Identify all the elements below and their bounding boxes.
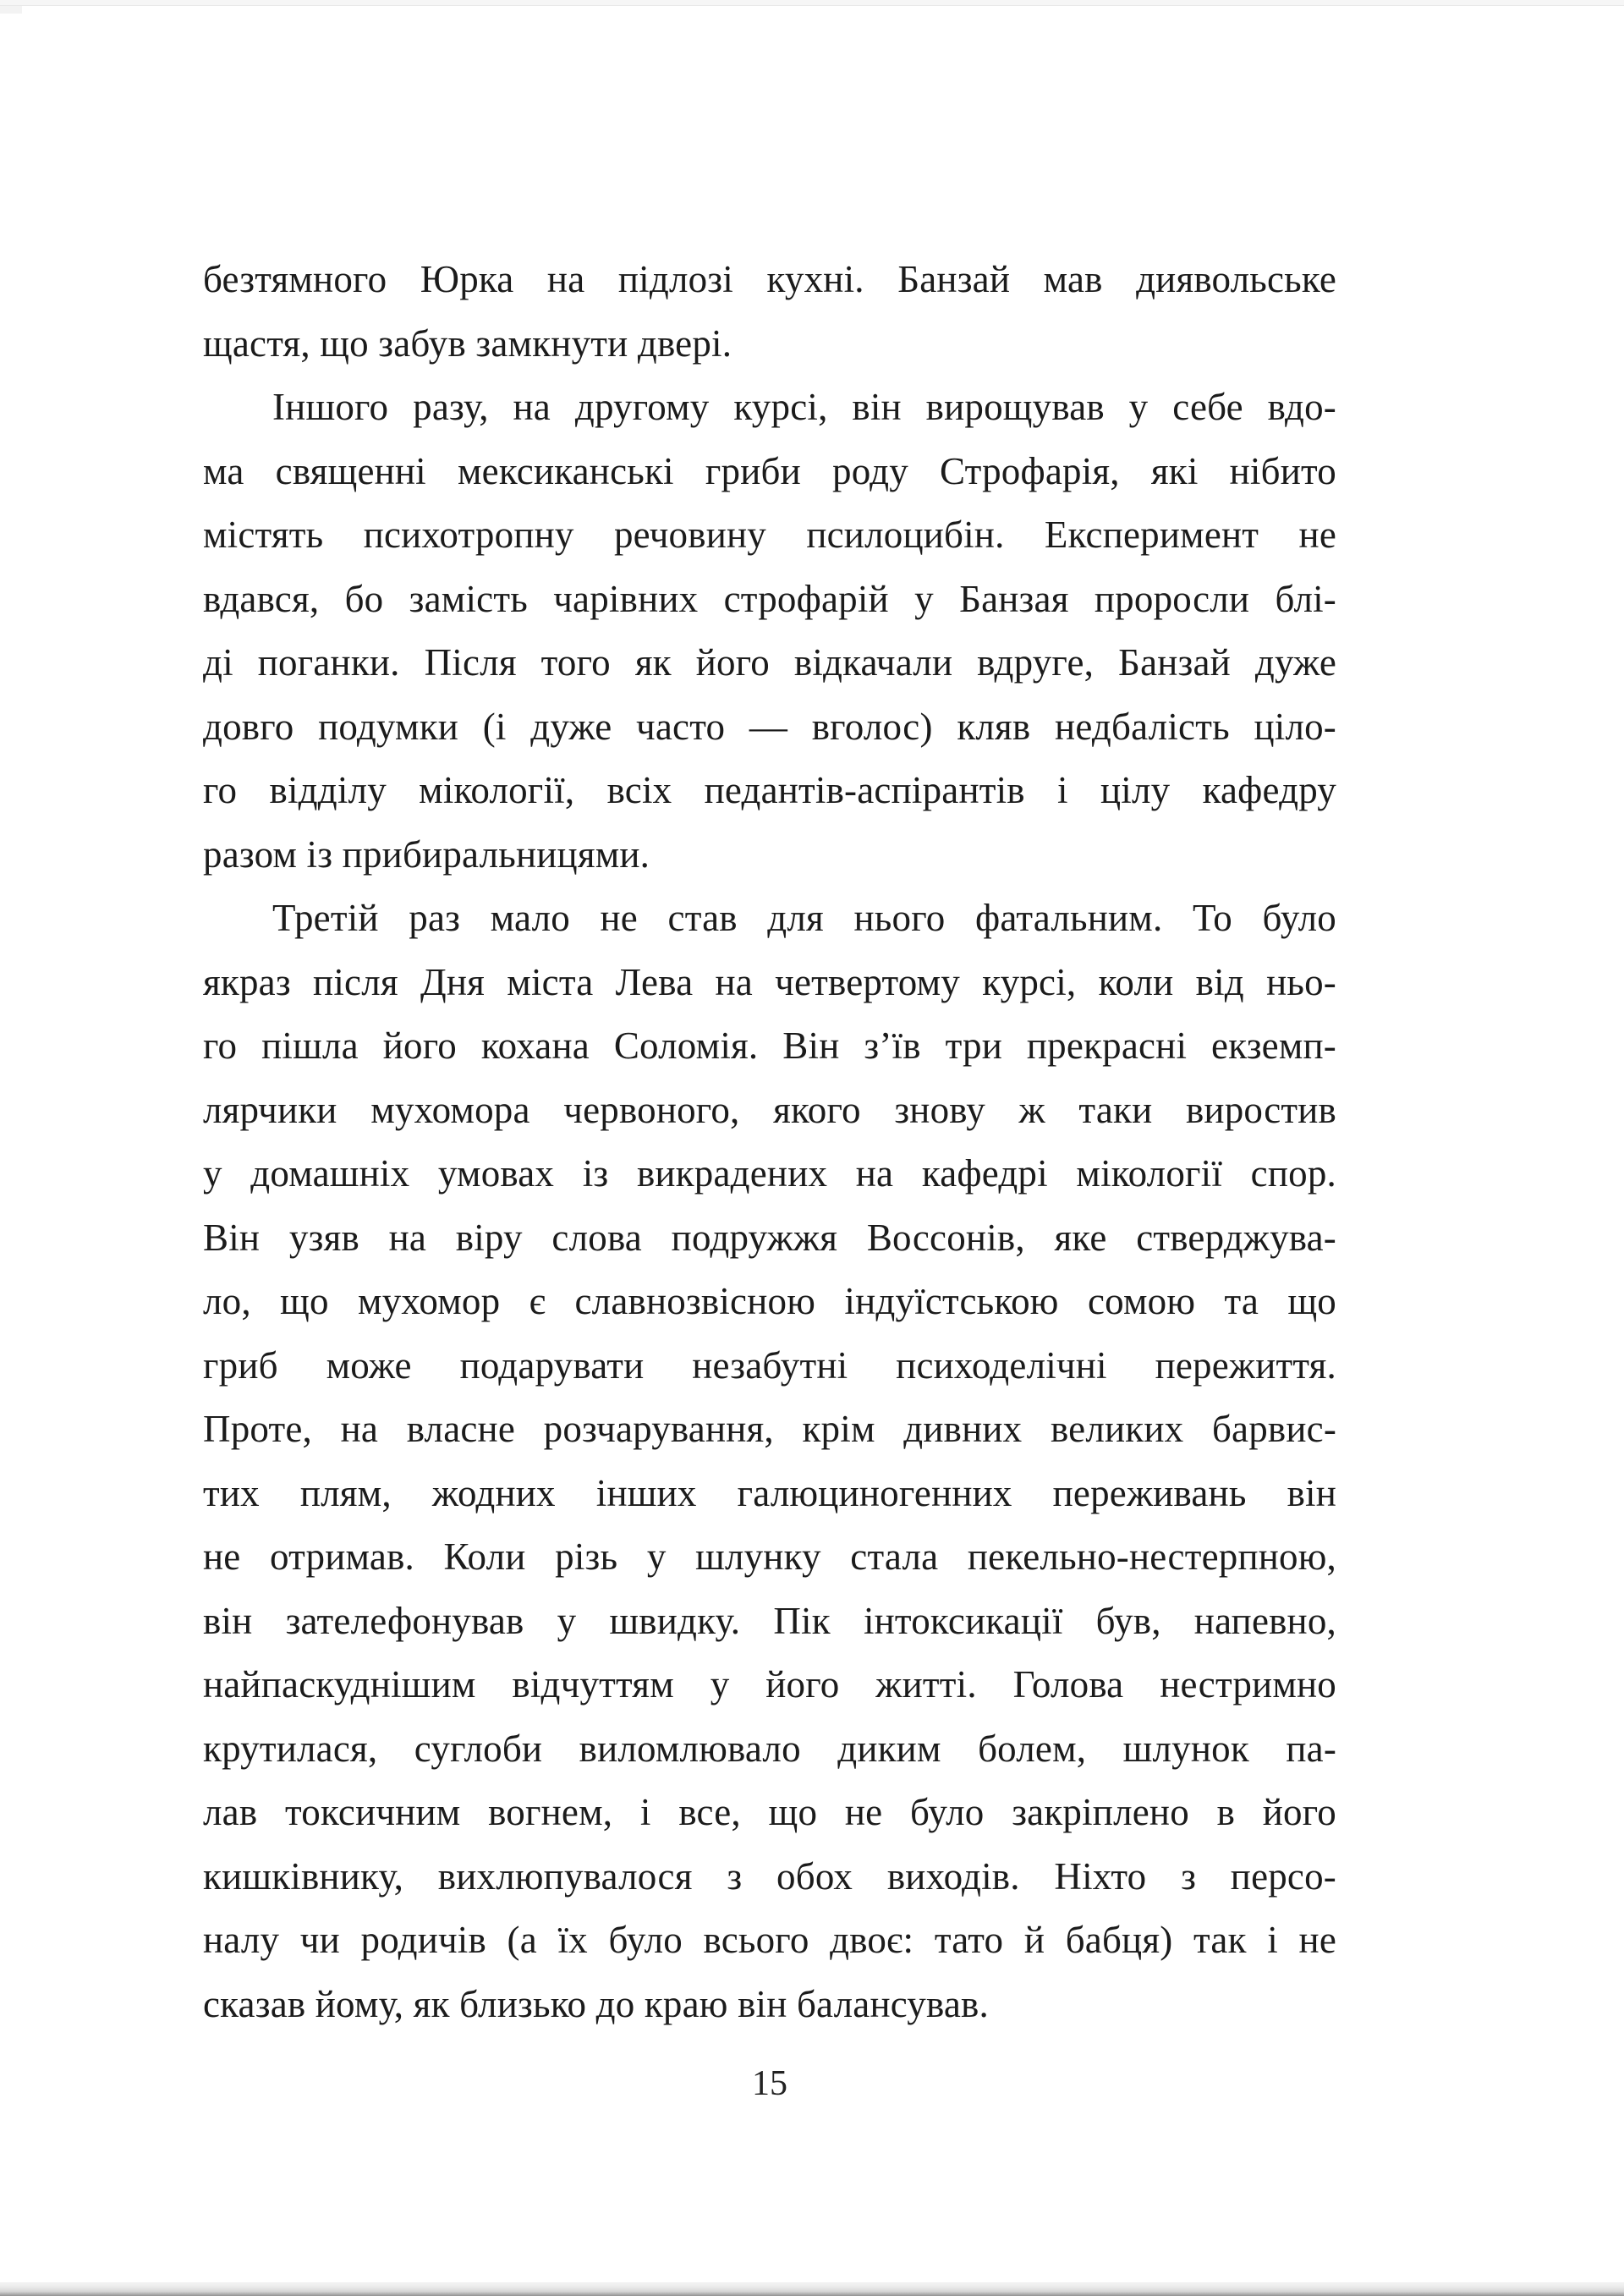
text-line: го відділу мікології, всіх педантів-аспірантів і цілу кафедру bbox=[203, 769, 1336, 811]
text-line: кишківнику, вихлюпувалося з обох виходів. Ніхто з персо- bbox=[203, 1854, 1336, 1898]
text-line: лав токсичним вогнем, і все, що не було закріплено в його bbox=[203, 1791, 1336, 1833]
text-line: ма священні мексиканські гриби роду Строфарія, які нібито bbox=[203, 449, 1336, 492]
text-line: налу чи родичів (а їх було всього двоє: тато й бабця) так і не bbox=[203, 1919, 1336, 1961]
text-line: гриб може подарувати незабутні психоделічні пережиття. bbox=[203, 1343, 1336, 1387]
book-page bbox=[203, 248, 1336, 2104]
window-corner-notch bbox=[0, 6, 22, 14]
text-line: Проте, на власне розчарування, крім дивних великих барвис- bbox=[203, 1408, 1336, 1450]
text-line: лярчики мухомора червоного, якого знову ж таки виростив bbox=[203, 1088, 1336, 1131]
text-line: вдався, бо замість чарівних строфарій у Банзая проросли блі- bbox=[203, 577, 1336, 620]
text-line: ло, що мухомор є славнозвісною індуїстською сомою та що bbox=[203, 1280, 1336, 1322]
text-line: безтямного Юрка на підлозі кухні. Банзай мав диявольське bbox=[203, 258, 1336, 300]
text-line: разом із прибиральницями. bbox=[203, 832, 650, 876]
text-line: сказав йому, як близько до краю він балансував. bbox=[203, 1982, 989, 2025]
text-line: крутилася, суглоби виломлювало диким болем, шлунок па- bbox=[203, 1727, 1336, 1770]
text-line: тих плям, жодних інших галюциногенних переживань він bbox=[203, 1471, 1336, 1514]
text-line: Третій раз мало не став для нього фатальним. То було bbox=[272, 897, 1336, 939]
window-bottom-edge bbox=[0, 2282, 1624, 2296]
window-top-edge bbox=[0, 0, 1624, 6]
text-line: найпаскуднішим відчуттям у його житті. Голова нестримно bbox=[203, 1663, 1336, 1706]
text-line: не отримав. Коли різь у шлунку стала пекельно-нестерпною, bbox=[203, 1535, 1336, 1578]
text-line: якраз після Дня міста Лева на четвертому курсі, коли від ньо- bbox=[203, 960, 1336, 1003]
text-line: він зателефонував у швидку. Пік інтоксикації був, напевно, bbox=[203, 1599, 1336, 1642]
text-line: Він узяв на віру слова подружжя Воссонів, яке стверджува- bbox=[203, 1216, 1336, 1259]
page-number: 15 bbox=[752, 2064, 787, 2103]
text-line: щастя, що забув замкнути двері. bbox=[203, 321, 732, 365]
text-line: ді поганки. Після того як його відкачали вдруге, Банзай дуже bbox=[203, 641, 1336, 684]
text-line: го пішла його кохана Соломія. Він з’їв три прекрасні екземп- bbox=[203, 1024, 1336, 1067]
text-line: Іншого разу, на другому курсі, він вирощував у себе вдо- bbox=[272, 386, 1336, 428]
text-line: містять психотропну речовину псилоцибін. Експеримент не bbox=[203, 514, 1336, 556]
text-line: довго подумки (і дуже часто — вголос) кляв недбалість ціло- bbox=[203, 705, 1336, 748]
text-line: у домашніх умовах із викрадених на кафедрі мікології спор. bbox=[203, 1152, 1336, 1195]
